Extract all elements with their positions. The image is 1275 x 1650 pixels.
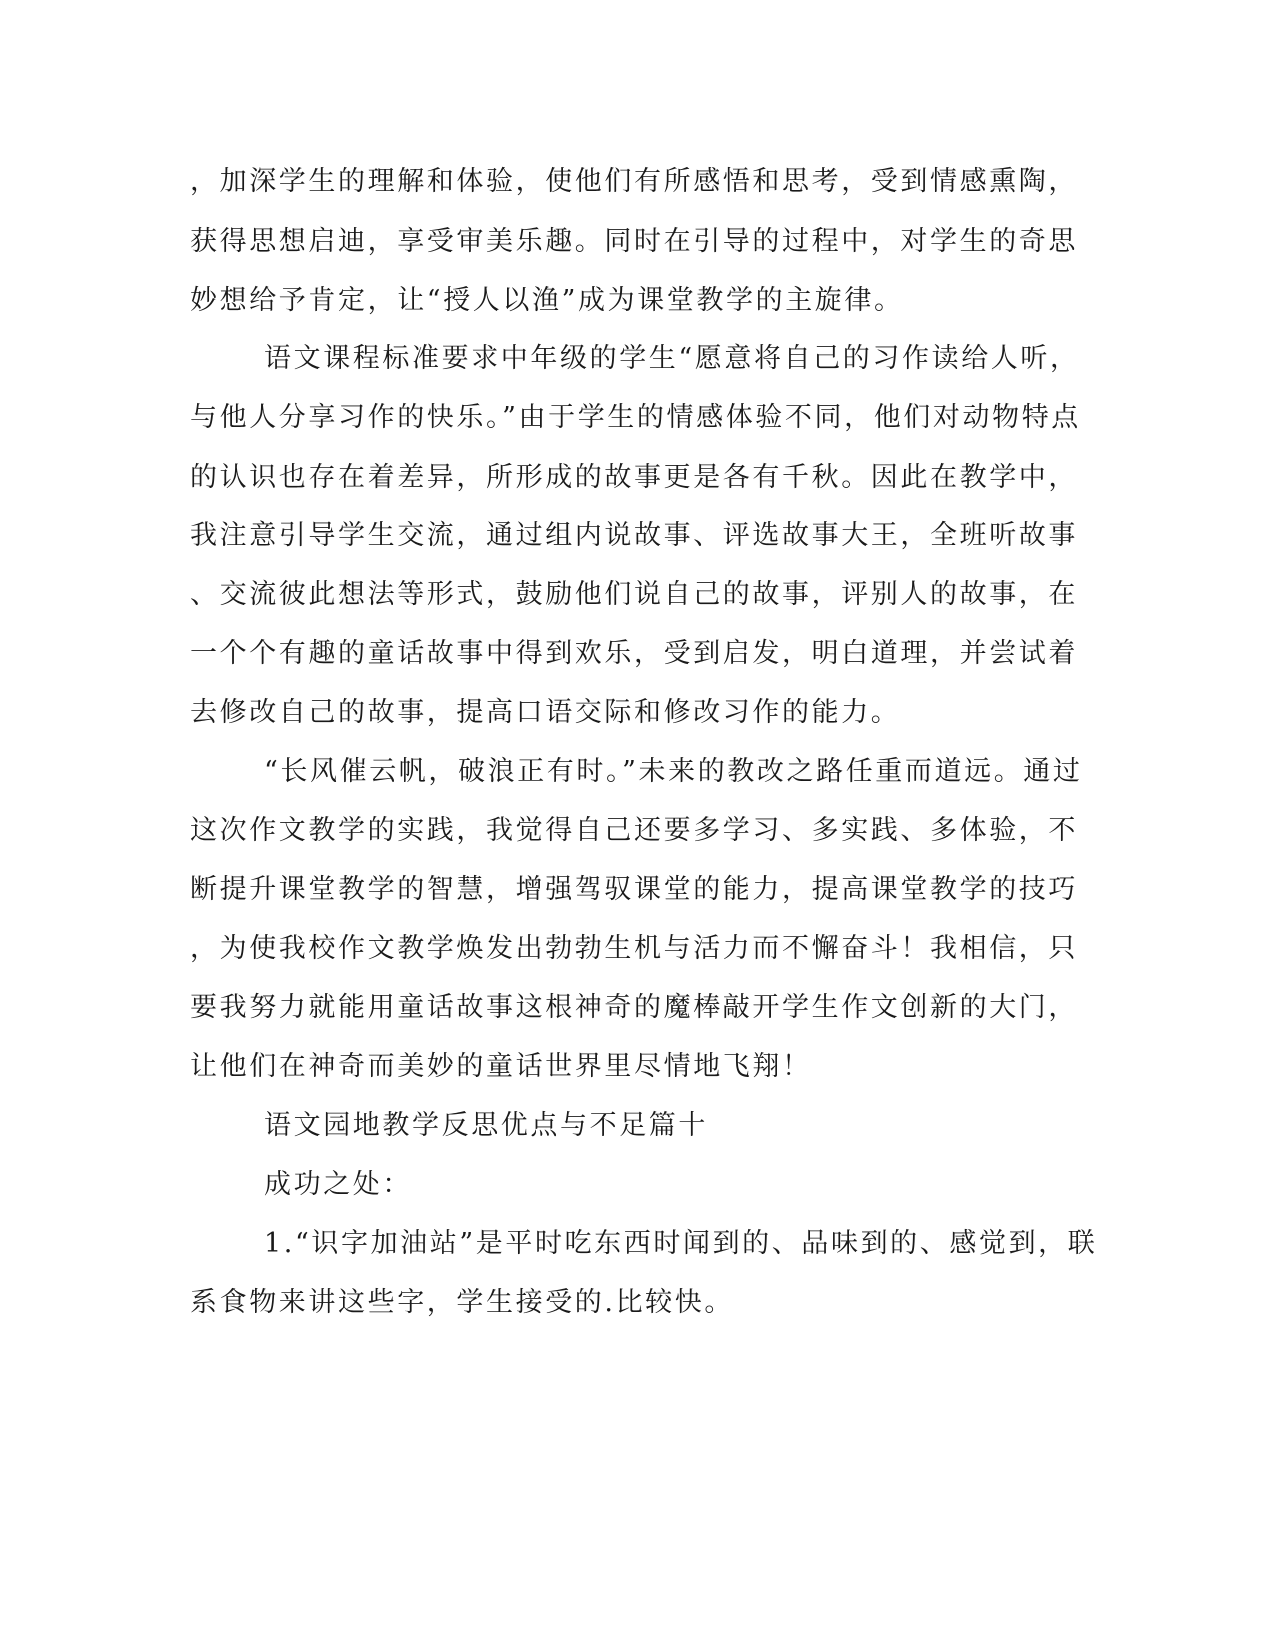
text-line: 系食物来讲这些字，学生接受的.比较快。 bbox=[190, 1287, 734, 1318]
paragraph-start-line: “长风催云帆，破浪正有时。”未来的教改之路任重而道远。通过 bbox=[264, 756, 1083, 787]
text-line: 让他们在神奇而美妙的童话世界里尽情地飞翔！ bbox=[190, 1051, 812, 1082]
paragraph-start-line: 语文课程标准要求中年级的学生“愿意将自己的习作读给人听， bbox=[264, 343, 1080, 374]
text-line: 一个个有趣的童话故事中得到欢乐，受到启发，明白道理，并尝试着 bbox=[190, 638, 1078, 669]
subheading: 成功之处： bbox=[264, 1169, 412, 1200]
text-line: 获得思想启迪，享受审美乐趣。同时在引导的过程中，对学生的奇思 bbox=[190, 226, 1078, 257]
text-line: ，加深学生的理解和体验，使他们有所感悟和思考，受到情感熏陶， bbox=[190, 166, 1078, 197]
list-item-line: 1.“识字加油站”是平时吃东西时闻到的、品味到的、感觉到，联 bbox=[264, 1228, 1098, 1259]
section-heading: 语文园地教学反思优点与不足篇十 bbox=[264, 1110, 708, 1141]
text-line: 与他人分享习作的快乐。”由于学生的情感体验不同，他们对动物特点 bbox=[190, 402, 1081, 433]
text-line: 要我努力就能用童话故事这根神奇的魔棒敲开学生作文创新的大门， bbox=[190, 992, 1078, 1023]
text-line: ，为使我校作文教学焕发出勃勃生机与活力而不懈奋斗！我相信，只 bbox=[190, 933, 1078, 964]
text-line: 妙想给予肯定，让“授人以渔”成为课堂教学的主旋律。 bbox=[190, 285, 904, 316]
text-line: 断提升课堂教学的智慧，增强驾驭课堂的能力，提高课堂教学的技巧 bbox=[190, 874, 1078, 905]
text-line: 的认识也存在着差异，所形成的故事更是各有千秋。因此在教学中， bbox=[190, 462, 1078, 493]
text-line: 我注意引导学生交流，通过组内说故事、评选故事大王，全班听故事 bbox=[190, 520, 1078, 551]
text-line: 这次作文教学的实践，我觉得自己还要多学习、多实践、多体验，不 bbox=[190, 815, 1078, 846]
text-line: 、交流彼此想法等形式，鼓励他们说自己的故事，评别人的故事，在 bbox=[190, 579, 1078, 610]
text-line: 去修改自己的故事，提高口语交际和修改习作的能力。 bbox=[190, 697, 901, 728]
